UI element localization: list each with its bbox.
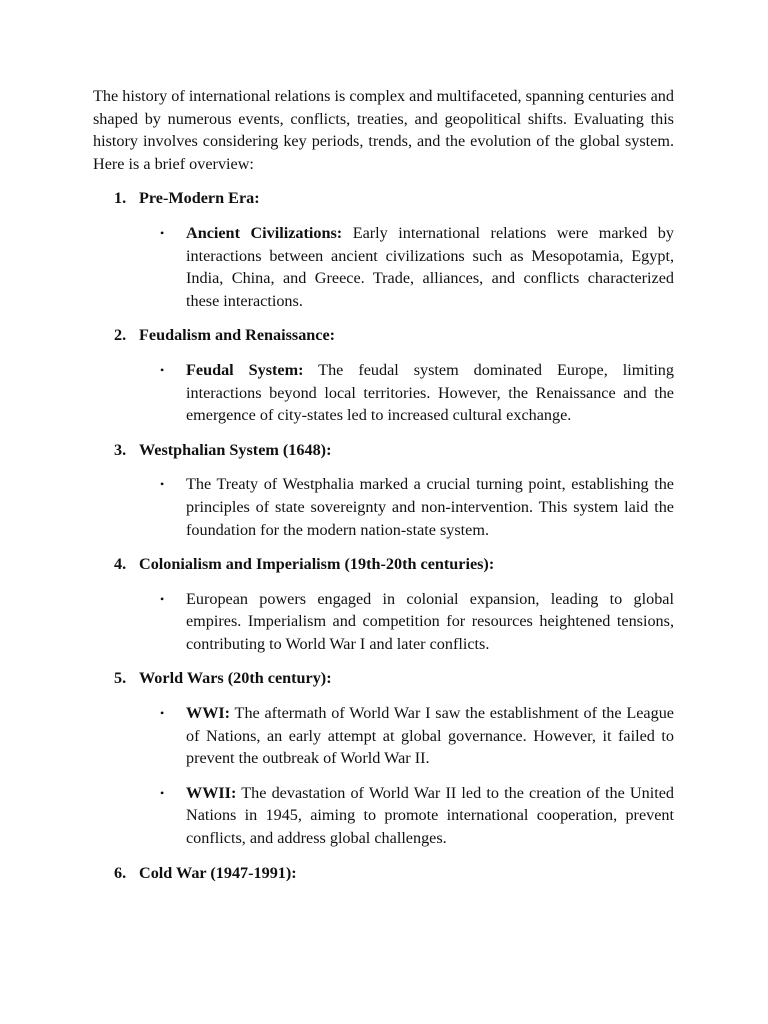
outline-list [93, 187, 674, 884]
outline-section [93, 439, 674, 541]
bullet-text: European powers engaged in colonial expansion, leading to global empires. Imperialism and competition for resources heightened tensions, contributing to World War I and later conflicts. [186, 589, 674, 653]
bullet-text: The Treaty of Westphalia marked a crucial turning point, establishing the principles of state sovereignty and non-intervention. This system laid the foundation for the modern nation-state system. [186, 475, 674, 539]
section-title: Feudalism and Renaissance: [139, 326, 336, 345]
intro-paragraph: The history of international relations is complex and multifaceted, spanning centuries and shaped by numerous events, conflicts, treaties, and geopolitical shifts. Evaluating this history involves considering key periods, trends, and the evolution of the global system. Here is a brief overview: [93, 87, 674, 173]
section-heading [93, 667, 674, 690]
section-heading [93, 553, 674, 576]
bullet-item [160, 588, 674, 656]
bullet-icon: • [160, 591, 165, 606]
bullet-icon: • [160, 225, 165, 240]
bullet-icon: • [160, 362, 165, 377]
bullet-item [160, 782, 674, 850]
bullet-lead: Ancient Civilizations: [186, 223, 343, 242]
bullet-item [160, 473, 674, 541]
section-number: 2. [114, 326, 127, 345]
outline-section [93, 553, 674, 655]
bullet-item [160, 359, 674, 427]
bullet-lead: WWII: [186, 783, 237, 802]
bullet-lead: WWI: [186, 704, 231, 723]
section-heading [93, 324, 674, 347]
section-number: 5. [114, 669, 127, 688]
section-number: 3. [114, 440, 127, 459]
section-title: Cold War (1947-1991): [139, 863, 297, 882]
outline-section [93, 187, 674, 312]
bullet-text: The devastation of World War II led to the creation of the United Nations in 1945, aiming to promote international cooperation, prevent conflicts, and address global challenges. [186, 783, 674, 848]
outline-section [93, 667, 674, 849]
bullet-item [160, 702, 674, 770]
section-title: Westphalian System (1648): [139, 440, 332, 459]
bullet-text: The feudal system dominated Europe, limiting interactions beyond local territories. However, the Renaissance and the emergence of city-states led to increased cultural exchange. [186, 360, 674, 425]
section-number: 1. [114, 189, 127, 208]
section-number: 6. [114, 863, 127, 882]
section-heading [93, 862, 674, 885]
document-page [93, 85, 674, 884]
section-number: 4. [114, 555, 127, 574]
bullet-text: The aftermath of World War I saw the establishment of the League of Nations, an early attempt at global governance. However, it failed to prevent the outbreak of World War II. [186, 704, 674, 768]
section-title: Pre-Modern Era: [139, 189, 260, 208]
outline-section [93, 862, 674, 885]
outline-section [93, 324, 674, 426]
section-heading [93, 439, 674, 462]
bullet-lead: Feudal System: [186, 360, 304, 379]
bullet-icon: • [160, 785, 165, 800]
section-title: World Wars (20th century): [139, 669, 332, 688]
bullet-text: Early international relations were marked by interactions between ancient civilizations such as Mesopotamia, Egypt, India, China, and Greece. Trade, alliances, and conflicts characterized these interactions. [186, 223, 674, 310]
bullet-icon: • [160, 706, 165, 721]
section-heading [93, 187, 674, 210]
bullet-item [160, 222, 674, 312]
section-title: Colonialism and Imperialism (19th-20th centuries): [139, 555, 495, 574]
bullet-icon: • [160, 477, 165, 492]
